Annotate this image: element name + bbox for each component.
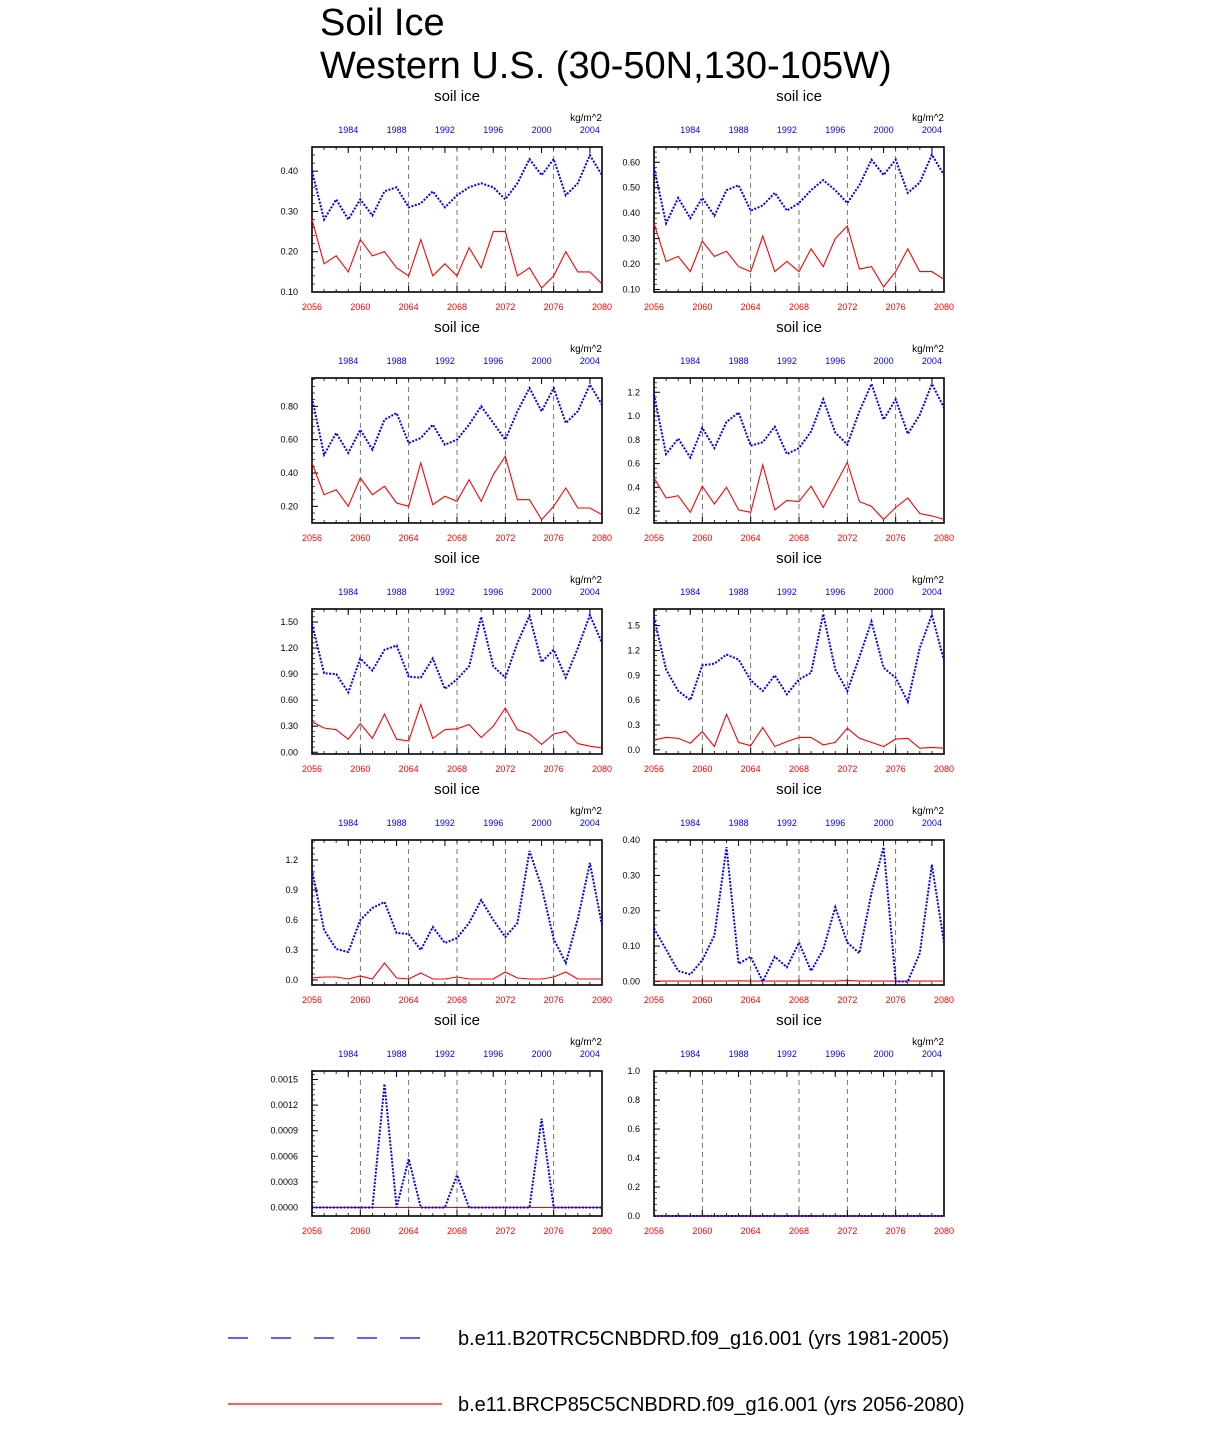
x-tick-label-bottom: 2064: [740, 995, 761, 1005]
y-tick-label: 0.0015: [270, 1074, 298, 1085]
panel-units: kg/m^2: [570, 344, 602, 355]
y-tick-label: 1.2: [627, 645, 640, 656]
x-tick-label-bottom: 2072: [837, 995, 858, 1005]
x-tick-label-top: 1988: [386, 356, 407, 366]
figure-subtitle: Western U.S. (30-50N,130-105W): [320, 45, 892, 87]
x-tick-label-top: 1992: [776, 356, 797, 366]
x-tick-label-bottom: 2072: [837, 764, 858, 774]
x-tick-label-bottom: 2076: [543, 1226, 564, 1236]
y-tick-label: 0.10: [280, 287, 298, 297]
x-tick-label-bottom: 2080: [933, 533, 955, 543]
panel-units: kg/m^2: [912, 113, 944, 124]
y-tick-label: 0.20: [622, 905, 640, 916]
x-tick-label-bottom: 2072: [837, 533, 858, 543]
y-tick-label: 0.6: [627, 1124, 640, 1134]
x-tick-label-top: 1988: [728, 587, 749, 597]
x-tick-label-top: 2004: [921, 125, 942, 135]
x-tick-label-top: 1984: [338, 1049, 359, 1059]
x-tick-label-bottom: 2080: [933, 995, 955, 1005]
y-tick-label: 1.2: [285, 855, 298, 865]
x-tick-label-bottom: 2064: [740, 533, 761, 543]
x-tick-label-top: 1984: [680, 125, 701, 135]
panel-6: [627, 550, 954, 774]
panel-title: soil ice: [434, 1012, 480, 1029]
y-tick-label: 0.4: [627, 482, 640, 493]
x-tick-label-bottom: 2064: [740, 1226, 761, 1236]
x-tick-label-bottom: 2076: [543, 533, 564, 543]
x-tick-label-top: 1996: [825, 356, 846, 366]
x-tick-label-top: 1984: [338, 356, 359, 366]
panel-units: kg/m^2: [912, 806, 944, 817]
x-tick-label-bottom: 2080: [591, 764, 613, 774]
x-tick-label-bottom: 2072: [495, 764, 516, 774]
x-tick-label-bottom: 2064: [398, 533, 419, 543]
x-tick-label-bottom: 2056: [643, 1226, 665, 1236]
x-tick-label-top: 1988: [386, 125, 407, 135]
legend-hist-label: b.e11.B20TRC5CNBDRD.f09_g16.001 (yrs 1981-2005): [458, 1328, 950, 1350]
y-tick-label: 0.80: [280, 401, 298, 412]
x-tick-label-top: 1996: [483, 587, 504, 597]
y-tick-label: 0.0006: [270, 1151, 298, 1162]
y-tick-label: 0.8: [627, 434, 640, 445]
panel-8: [622, 781, 954, 1005]
panel-title: soil ice: [776, 1012, 822, 1029]
y-tick-label: 0.0009: [270, 1125, 298, 1136]
panel-units: kg/m^2: [570, 113, 602, 124]
panel-title: soil ice: [776, 781, 822, 798]
panel-title: soil ice: [434, 781, 480, 798]
panel-units: kg/m^2: [912, 344, 944, 355]
x-tick-label-top: 1988: [386, 1049, 407, 1059]
x-tick-label-top: 2000: [531, 125, 552, 135]
y-tick-label: 1.50: [280, 617, 298, 628]
y-tick-label: 0.6: [285, 915, 298, 925]
x-tick-label-bottom: 2076: [885, 764, 906, 774]
x-tick-label-bottom: 2076: [543, 302, 564, 312]
x-tick-label-top: 2004: [921, 818, 942, 828]
x-tick-label-bottom: 2076: [885, 995, 906, 1005]
panel-units: kg/m^2: [912, 575, 944, 586]
x-tick-label-bottom: 2068: [788, 995, 810, 1005]
x-tick-label-bottom: 2072: [837, 302, 858, 312]
x-tick-label-bottom: 2060: [692, 764, 713, 774]
panel-units: kg/m^2: [570, 1037, 602, 1048]
x-tick-label-top: 2004: [579, 818, 600, 828]
x-tick-label-bottom: 2068: [446, 1226, 468, 1236]
x-tick-label-top: 1988: [728, 125, 749, 135]
y-tick-label: 0.2: [627, 506, 640, 517]
x-tick-label-bottom: 2072: [495, 1226, 516, 1236]
y-tick-label: 0.50: [622, 182, 640, 193]
x-tick-label-bottom: 2060: [350, 302, 371, 312]
x-tick-label-top: 2004: [921, 587, 942, 597]
y-tick-label: 0.40: [280, 468, 298, 478]
x-tick-label-top: 1984: [338, 818, 359, 828]
x-tick-label-bottom: 2076: [543, 995, 564, 1005]
x-tick-label-bottom: 2072: [495, 302, 516, 312]
x-tick-label-top: 2004: [921, 1049, 942, 1059]
panel-5: [280, 550, 612, 774]
y-tick-label: 0.0003: [270, 1176, 298, 1187]
panel-grid: [270, 88, 954, 1236]
x-tick-label-bottom: 2076: [885, 1226, 906, 1236]
y-tick-label: 1.0: [627, 411, 640, 422]
x-tick-label-top: 1988: [728, 818, 749, 828]
x-tick-label-top: 2000: [873, 356, 894, 366]
y-tick-label: 0.30: [280, 721, 298, 732]
x-tick-label-bottom: 2060: [350, 995, 371, 1005]
series-line-1981-2005: [312, 615, 602, 692]
y-tick-label: 0.30: [280, 206, 298, 217]
x-tick-label-bottom: 2076: [885, 302, 906, 312]
x-tick-label-top: 1996: [483, 356, 504, 366]
panel-title: soil ice: [776, 88, 822, 105]
y-tick-label: 0.6: [627, 458, 640, 469]
panel-title: soil ice: [434, 88, 480, 105]
x-tick-label-top: 1984: [338, 125, 359, 135]
panel-4: [627, 319, 954, 543]
x-tick-label-bottom: 2056: [643, 302, 665, 312]
x-tick-label-bottom: 2060: [350, 764, 371, 774]
x-tick-label-bottom: 2068: [446, 533, 468, 543]
panel-title: soil ice: [776, 550, 822, 567]
x-tick-label-top: 1984: [680, 818, 701, 828]
x-tick-label-bottom: 2064: [740, 764, 761, 774]
panel-2: [622, 88, 954, 312]
x-tick-label-bottom: 2072: [495, 995, 516, 1005]
x-tick-label-top: 1996: [825, 1049, 846, 1059]
x-tick-label-bottom: 2060: [692, 302, 713, 312]
x-tick-label-top: 1996: [483, 125, 504, 135]
y-tick-label: 0.40: [622, 835, 640, 845]
x-tick-label-top: 1996: [483, 1049, 504, 1059]
y-tick-label: 0.20: [622, 259, 640, 270]
x-tick-label-top: 1992: [434, 818, 455, 828]
x-tick-label-top: 2000: [873, 587, 894, 597]
x-tick-label-bottom: 2068: [446, 302, 468, 312]
x-tick-label-top: 1988: [728, 356, 749, 366]
x-tick-label-bottom: 2080: [591, 533, 613, 543]
x-tick-label-bottom: 2056: [301, 1226, 323, 1236]
y-tick-label: 0.30: [622, 870, 640, 881]
panel-title: soil ice: [776, 319, 822, 336]
x-tick-label-bottom: 2060: [692, 995, 713, 1005]
x-tick-label-bottom: 2056: [643, 995, 665, 1005]
y-tick-label: 1.2: [627, 387, 640, 398]
y-tick-label: 0.6: [627, 695, 640, 706]
x-tick-label-top: 1992: [776, 125, 797, 135]
figure-title: Soil Ice: [320, 2, 445, 44]
y-tick-label: 0.0012: [270, 1100, 298, 1111]
x-tick-label-top: 2000: [531, 1049, 552, 1059]
x-tick-label-top: 2004: [579, 587, 600, 597]
y-tick-label: 0.0: [627, 1211, 640, 1221]
x-tick-label-top: 2000: [873, 1049, 894, 1059]
x-tick-label-bottom: 2056: [643, 764, 665, 774]
panel-3: [280, 319, 612, 543]
y-tick-label: 0.30: [622, 233, 640, 244]
x-tick-label-bottom: 2064: [398, 995, 419, 1005]
x-tick-label-top: 1988: [386, 818, 407, 828]
y-tick-label: 0.60: [280, 695, 298, 706]
y-tick-label: 1.20: [280, 643, 298, 654]
x-tick-label-top: 1984: [680, 1049, 701, 1059]
y-tick-label: 0.60: [280, 434, 298, 445]
x-tick-label-bottom: 2080: [933, 302, 955, 312]
x-tick-label-bottom: 2080: [933, 1226, 955, 1236]
x-tick-label-top: 2004: [579, 125, 600, 135]
x-tick-label-top: 1992: [434, 1049, 455, 1059]
x-tick-label-bottom: 2080: [933, 764, 955, 774]
panel-1: [280, 88, 612, 312]
y-tick-label: 1.0: [627, 1066, 640, 1076]
x-tick-label-bottom: 2068: [788, 1226, 810, 1236]
panel-title: soil ice: [434, 550, 480, 567]
x-tick-label-bottom: 2080: [591, 302, 613, 312]
y-tick-label: 0.4: [627, 1153, 640, 1163]
x-tick-label-bottom: 2056: [301, 764, 323, 774]
x-tick-label-top: 1988: [386, 587, 407, 597]
x-tick-label-bottom: 2056: [301, 995, 323, 1005]
y-tick-label: 0.10: [622, 284, 640, 295]
x-tick-label-top: 2004: [921, 356, 942, 366]
x-tick-label-top: 2000: [873, 818, 894, 828]
x-tick-label-top: 1984: [338, 587, 359, 597]
y-tick-label: 0.90: [280, 669, 298, 680]
x-tick-label-bottom: 2076: [885, 533, 906, 543]
panel-title: soil ice: [434, 319, 480, 336]
x-tick-label-top: 1992: [776, 1049, 797, 1059]
x-tick-label-bottom: 2072: [837, 1226, 858, 1236]
legend: [228, 1328, 965, 1416]
series-line-1981-2005: [654, 384, 944, 458]
x-tick-label-top: 1996: [825, 587, 846, 597]
y-tick-label: 0.10: [622, 941, 640, 952]
x-tick-label-bottom: 2064: [398, 302, 419, 312]
panel-units: kg/m^2: [570, 575, 602, 586]
x-tick-label-bottom: 2060: [350, 533, 371, 543]
y-tick-label: 0.20: [280, 246, 298, 257]
x-tick-label-bottom: 2056: [301, 302, 323, 312]
x-tick-label-top: 2000: [531, 356, 552, 366]
x-tick-label-bottom: 2060: [692, 533, 713, 543]
x-tick-label-bottom: 2064: [398, 1226, 419, 1236]
panel-units: kg/m^2: [912, 1037, 944, 1048]
x-tick-label-bottom: 2076: [543, 764, 564, 774]
y-tick-label: 0.40: [280, 166, 298, 177]
panel-9: [270, 1012, 612, 1236]
y-tick-label: 0.40: [622, 208, 640, 219]
x-tick-label-bottom: 2068: [446, 995, 468, 1005]
y-tick-label: 0.3: [285, 945, 298, 955]
x-tick-label-top: 1984: [680, 356, 701, 366]
y-tick-label: 0.60: [622, 157, 640, 168]
x-tick-label-bottom: 2068: [788, 533, 810, 543]
x-tick-label-top: 1996: [483, 818, 504, 828]
x-tick-label-top: 2000: [531, 587, 552, 597]
x-tick-label-bottom: 2068: [788, 764, 810, 774]
x-tick-label-bottom: 2056: [643, 533, 665, 543]
y-tick-label: 0.8: [627, 1095, 640, 1105]
y-tick-label: 0.9: [285, 885, 298, 895]
y-tick-label: 0.9: [627, 670, 640, 681]
y-tick-label: 0.20: [280, 501, 298, 512]
panel-10: [627, 1012, 954, 1236]
x-tick-label-bottom: 2060: [350, 1226, 371, 1236]
x-tick-label-top: 1992: [434, 587, 455, 597]
x-tick-label-top: 2004: [579, 1049, 600, 1059]
x-tick-label-bottom: 2072: [495, 533, 516, 543]
x-tick-label-bottom: 2068: [788, 302, 810, 312]
y-tick-label: 0.0: [627, 744, 640, 755]
y-tick-label: 1.5: [627, 620, 640, 631]
x-tick-label-top: 2000: [531, 818, 552, 828]
x-tick-label-bottom: 2064: [398, 764, 419, 774]
x-tick-label-bottom: 2080: [591, 995, 613, 1005]
x-tick-label-top: 2000: [873, 125, 894, 135]
y-tick-label: 0.0000: [270, 1202, 298, 1213]
x-tick-label-bottom: 2068: [446, 764, 468, 774]
y-tick-label: 0.00: [280, 747, 298, 758]
x-tick-label-bottom: 2080: [591, 1226, 613, 1236]
y-tick-label: 0.3: [627, 720, 640, 730]
x-tick-label-top: 1984: [680, 587, 701, 597]
x-tick-label-bottom: 2056: [301, 533, 323, 543]
x-tick-label-top: 1992: [776, 587, 797, 597]
y-tick-label: 0.2: [627, 1182, 640, 1192]
x-tick-label-top: 1988: [728, 1049, 749, 1059]
panel-7: [285, 781, 612, 1005]
panel-units: kg/m^2: [570, 806, 602, 817]
y-tick-label: 0.00: [622, 976, 640, 987]
x-tick-label-top: 1996: [825, 818, 846, 828]
legend-future-label: b.e11.BRCP85C5CNBDRD.f09_g16.001 (yrs 2056-2080): [458, 1394, 965, 1416]
x-tick-label-bottom: 2060: [692, 1226, 713, 1236]
x-tick-label-top: 1992: [776, 818, 797, 828]
y-tick-label: 0.0: [285, 975, 298, 985]
x-tick-label-top: 1992: [434, 356, 455, 366]
x-tick-label-top: 2004: [579, 356, 600, 366]
x-tick-label-bottom: 2064: [740, 302, 761, 312]
x-tick-label-top: 1996: [825, 125, 846, 135]
x-tick-label-top: 1992: [434, 125, 455, 135]
